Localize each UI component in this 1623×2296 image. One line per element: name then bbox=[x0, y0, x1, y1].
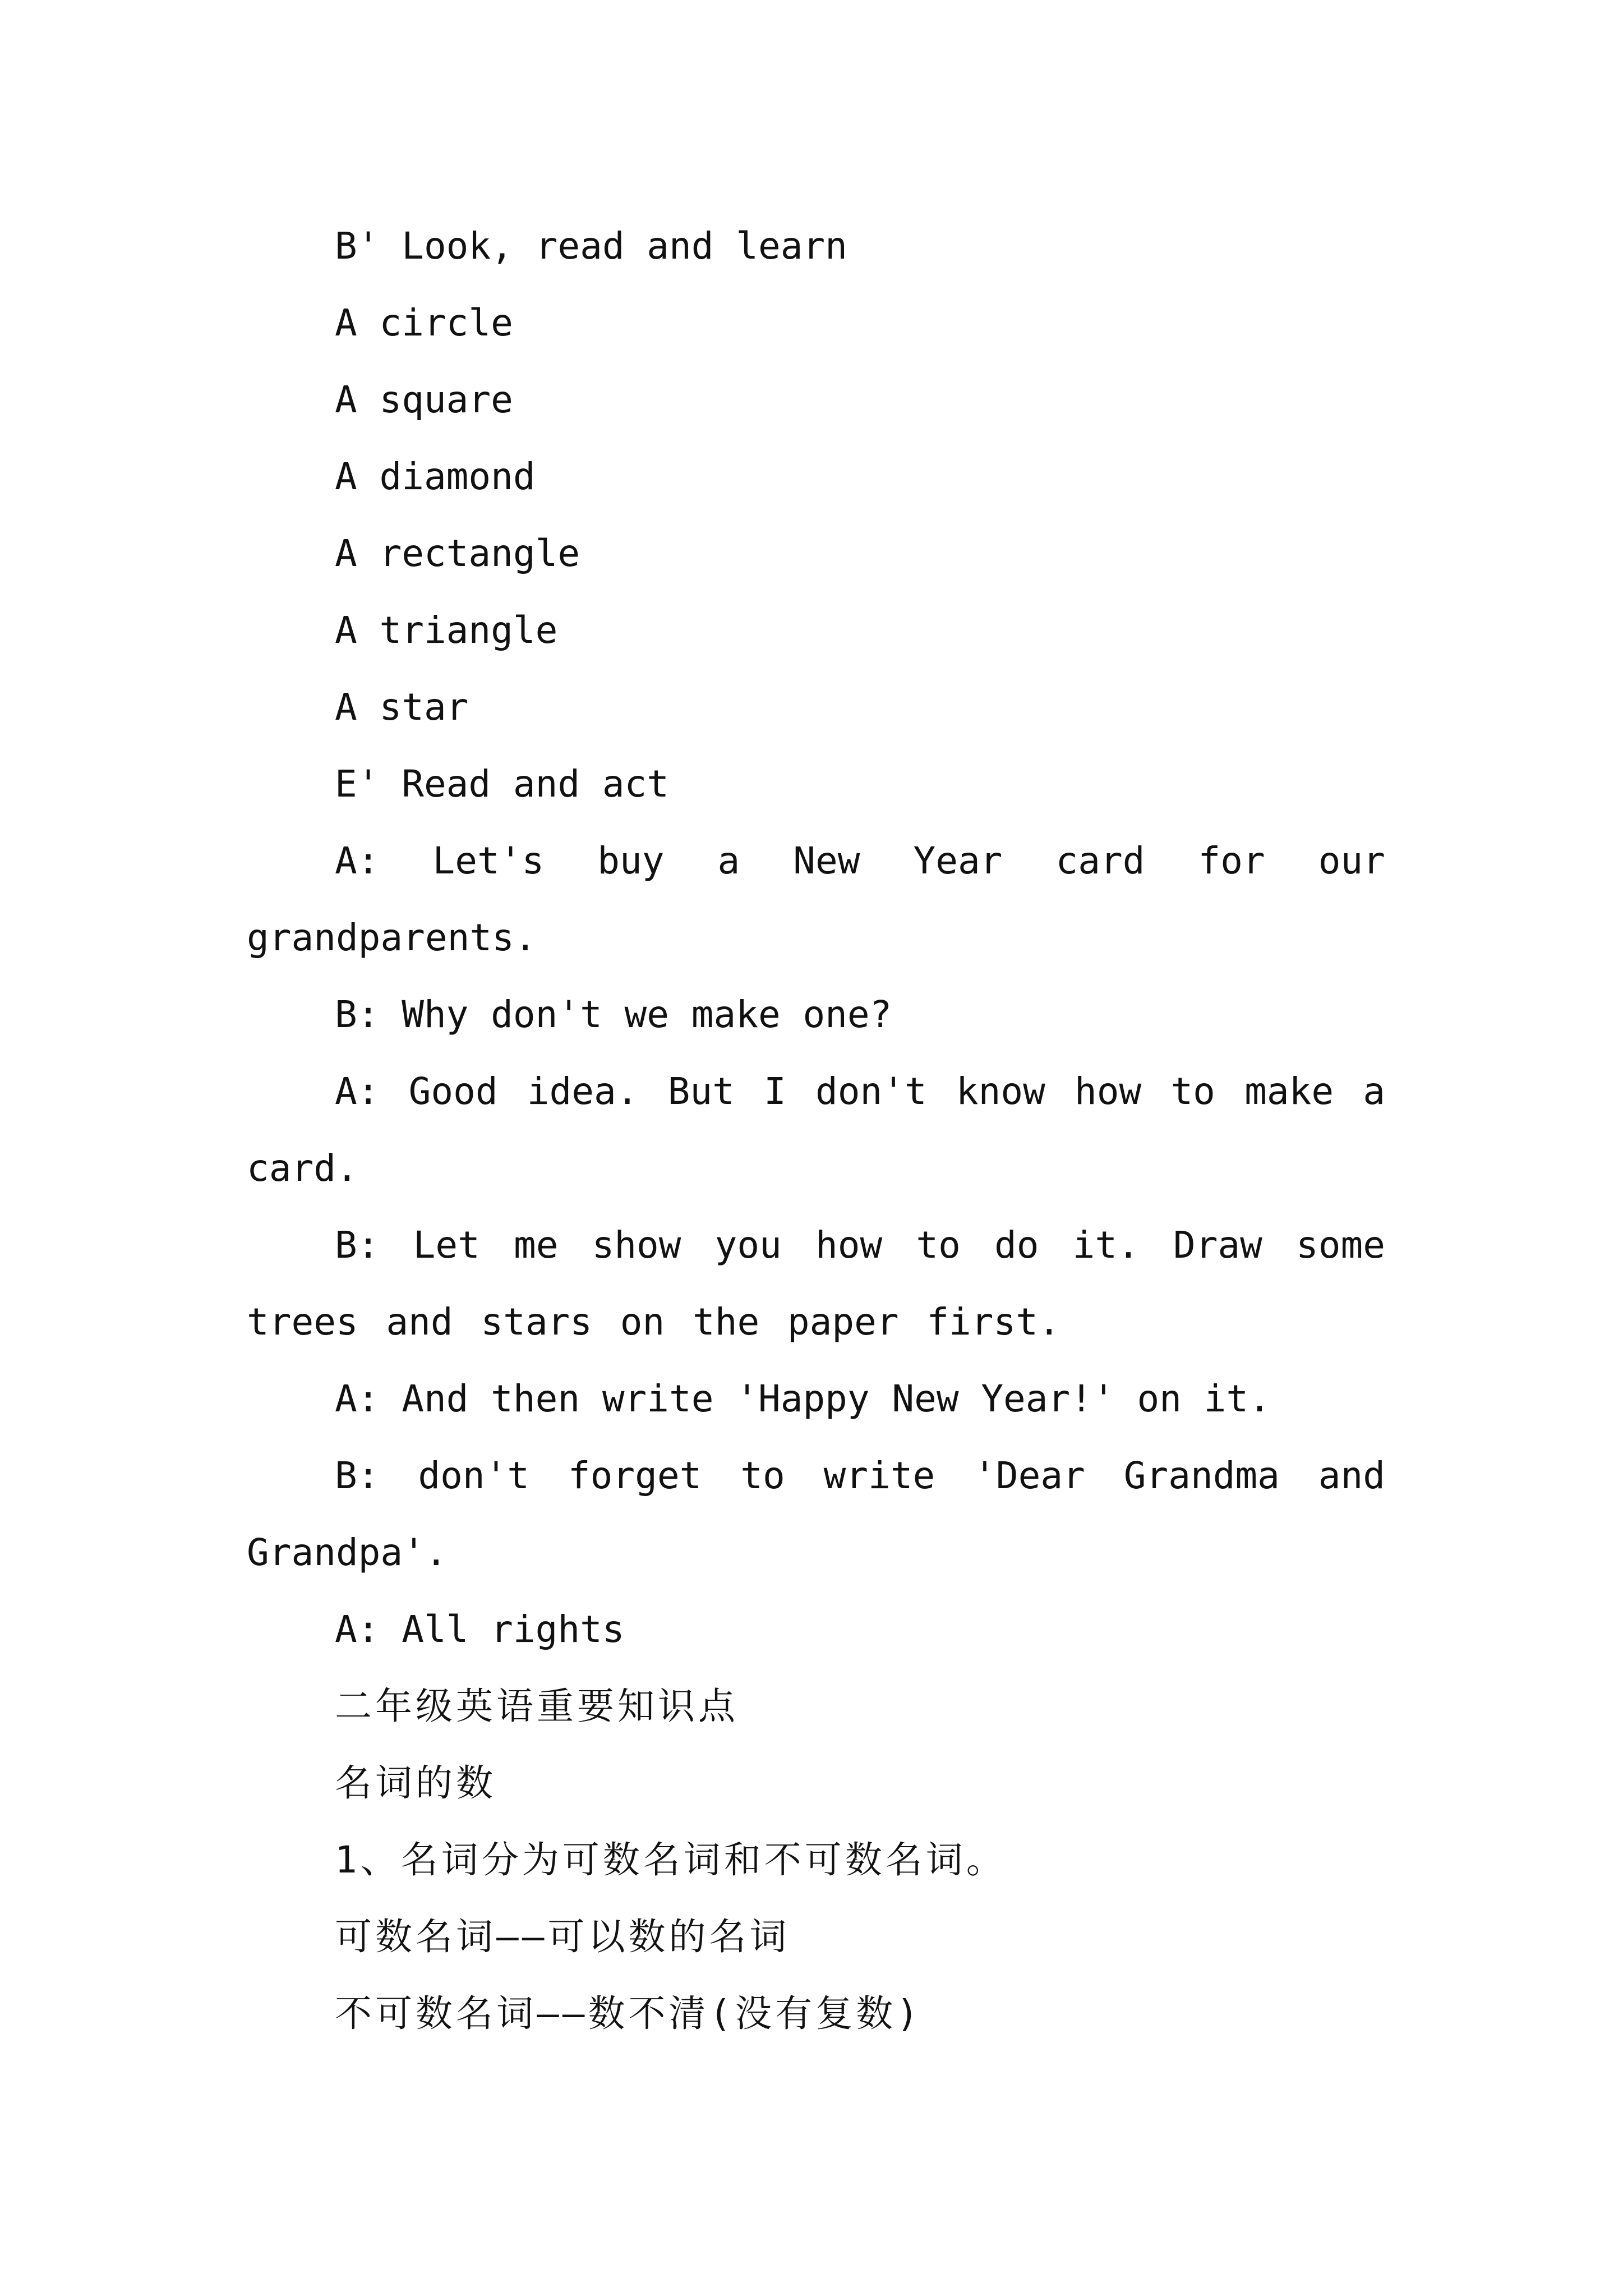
notes-heading: 二年级英语重要知识点 bbox=[335, 1685, 739, 1728]
section-heading-b: B' Look, read and learn bbox=[335, 224, 847, 268]
shape-item-diamond: A diamond bbox=[335, 455, 536, 498]
dialogue-line: A: All rights bbox=[335, 1608, 625, 1651]
shape-item-rectangle: A rectangle bbox=[335, 532, 580, 575]
shape-item-star: A star bbox=[335, 685, 469, 729]
dialogue-line: A: Good idea. But I don't know how to make a card. bbox=[247, 1070, 1385, 1190]
dialogue-line: B: Why don't we make one? bbox=[335, 993, 892, 1036]
dialogue-line: B: Let me show you how to do it. Draw some trees and stars on the paper first. bbox=[247, 1223, 1385, 1343]
notes-subheading: 名词的数 bbox=[335, 1761, 496, 1805]
document-body bbox=[247, 208, 1385, 2052]
shape-item-square: A square bbox=[335, 378, 513, 421]
notes-item: 1、名词分为可数名词和不可数名词。 bbox=[335, 1838, 1007, 1881]
dialogue-line: A: Let's buy a New Year card for our grandparents. bbox=[247, 839, 1385, 959]
dialogue-line: A: And then write 'Happy New Year!' on it. bbox=[335, 1377, 1271, 1420]
section-heading-e: E' Read and act bbox=[335, 762, 670, 806]
dialogue-line: B: don't forget to write 'Dear Grandma and Grandpa'. bbox=[247, 1454, 1385, 1574]
shape-item-triangle: A triangle bbox=[335, 609, 558, 652]
notes-item: 不可数名词——数不清(没有复数) bbox=[335, 1992, 922, 2035]
shape-item-circle: A circle bbox=[335, 301, 513, 344]
notes-item: 可数名词——可以数的名词 bbox=[335, 1915, 790, 1958]
